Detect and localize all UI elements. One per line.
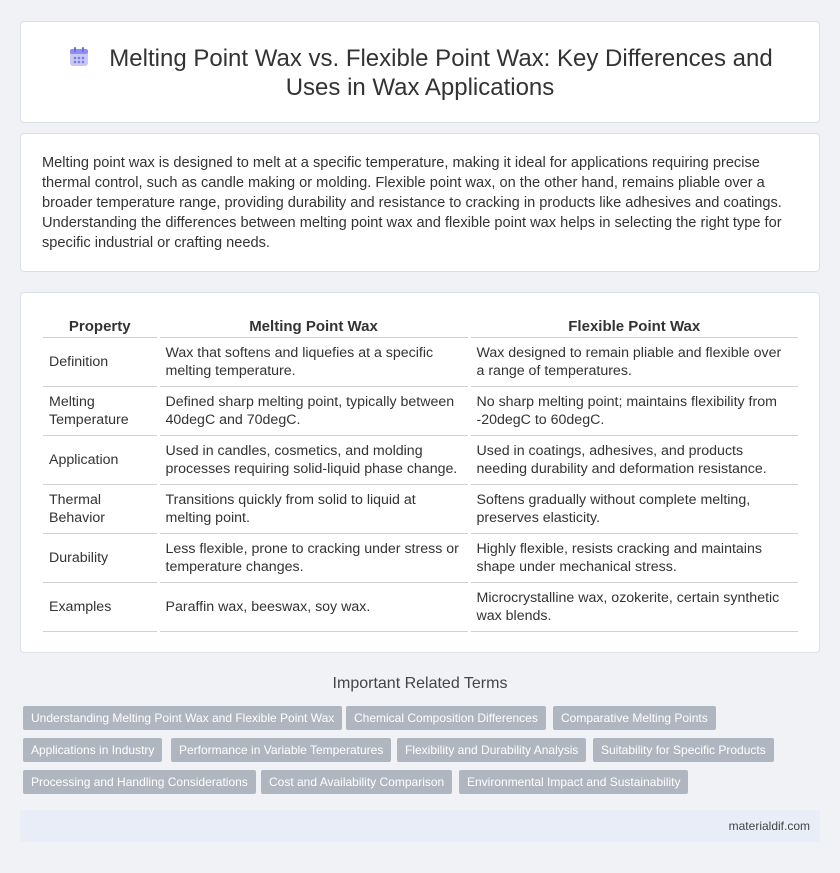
header-melting-point-wax: Melting Point Wax (158, 317, 469, 337)
header-property: Property (43, 317, 158, 337)
comparison-table (43, 317, 798, 632)
row-property: Durability (43, 533, 158, 582)
title-line-2: Uses in Wax Applications (285, 74, 555, 101)
row-property: Examples (43, 582, 158, 631)
row-flexible-value: No sharp melting point; maintains flexibility from -20degC to 60degC. (469, 386, 798, 435)
comparison-table-card (20, 292, 820, 653)
related-tag-performance-temperatures[interactable]: Performance in Variable Temperatures (171, 738, 391, 762)
footer (20, 810, 820, 842)
footer-site-link[interactable]: materialdif.com (728, 819, 810, 833)
table-row (43, 435, 798, 484)
row-property: Melting Temperature (43, 386, 158, 435)
row-property: Thermal Behavior (43, 484, 158, 533)
related-tag-environmental-impact[interactable]: Environmental Impact and Sustainability (459, 770, 688, 794)
calendar-icon (67, 45, 91, 69)
row-flexible-value: Microcrystalline wax, ozokerite, certain synthetic wax blends. (469, 582, 798, 631)
header-card (20, 21, 820, 123)
related-terms-title: Important Related Terms (332, 675, 508, 692)
row-flexible-value: Softens gradually without complete melting, preserves elasticity. (469, 484, 798, 533)
related-tag-flexibility-durability[interactable]: Flexibility and Durability Analysis (397, 738, 586, 762)
title-line-1: Melting Point Wax vs. Flexible Point Wax: Key Differences and (109, 45, 773, 72)
related-tag-understanding[interactable]: Understanding Melting Point Wax and Flexible Point Wax (23, 706, 342, 730)
row-property: Definition (43, 337, 158, 386)
related-tag-cost-availability[interactable]: Cost and Availability Comparison (261, 770, 452, 794)
row-melting-value: Defined sharp melting point, typically between 40degC and 70degC. (158, 386, 469, 435)
row-property: Application (43, 435, 158, 484)
intro-paragraph: Melting point wax is designed to melt at a specific temperature, making it ideal for applications requiring precise thermal control, such as candle making or molding. Flexible point wax, on the other hand, remains pliable over a broader temperature range, providing durability and resistance to cracking in products like adhesives and coatings. Understanding the differences between melting point wax and flexible point wax helps in selecting the right type for specific industrial or crafting needs. (42, 155, 782, 251)
related-tag-applications-industry[interactable]: Applications in Industry (23, 738, 162, 762)
page-title (21, 44, 819, 102)
row-melting-value: Transitions quickly from solid to liquid at melting point. (158, 484, 469, 533)
related-tag-chemical-composition[interactable]: Chemical Composition Differences (346, 706, 546, 730)
row-melting-value: Used in candles, cosmetics, and molding processes requiring solid-liquid phase change. (158, 435, 469, 484)
row-flexible-value: Wax designed to remain pliable and flexible over a range of temperatures. (469, 337, 798, 386)
intro-card (20, 133, 820, 272)
table-row (43, 484, 798, 533)
row-flexible-value: Used in coatings, adhesives, and products needing durability and deformation resistance. (469, 435, 798, 484)
header-flexible-point-wax: Flexible Point Wax (469, 317, 798, 337)
row-flexible-value: Highly flexible, resists cracking and maintains shape under mechanical stress. (469, 533, 798, 582)
related-tag-comparative-melting-points[interactable]: Comparative Melting Points (553, 706, 716, 730)
table-row (43, 337, 798, 386)
table-header-row (43, 317, 798, 337)
table-row (43, 582, 798, 631)
row-melting-value: Less flexible, prone to cracking under stress or temperature changes. (158, 533, 469, 582)
row-melting-value: Wax that softens and liquefies at a specific melting temperature. (158, 337, 469, 386)
table-row (43, 386, 798, 435)
related-tag-suitability-products[interactable]: Suitability for Specific Products (593, 738, 774, 762)
table-row (43, 533, 798, 582)
row-melting-value: Paraffin wax, beeswax, soy wax. (158, 582, 469, 631)
related-tag-processing-handling[interactable]: Processing and Handling Considerations (23, 770, 256, 794)
